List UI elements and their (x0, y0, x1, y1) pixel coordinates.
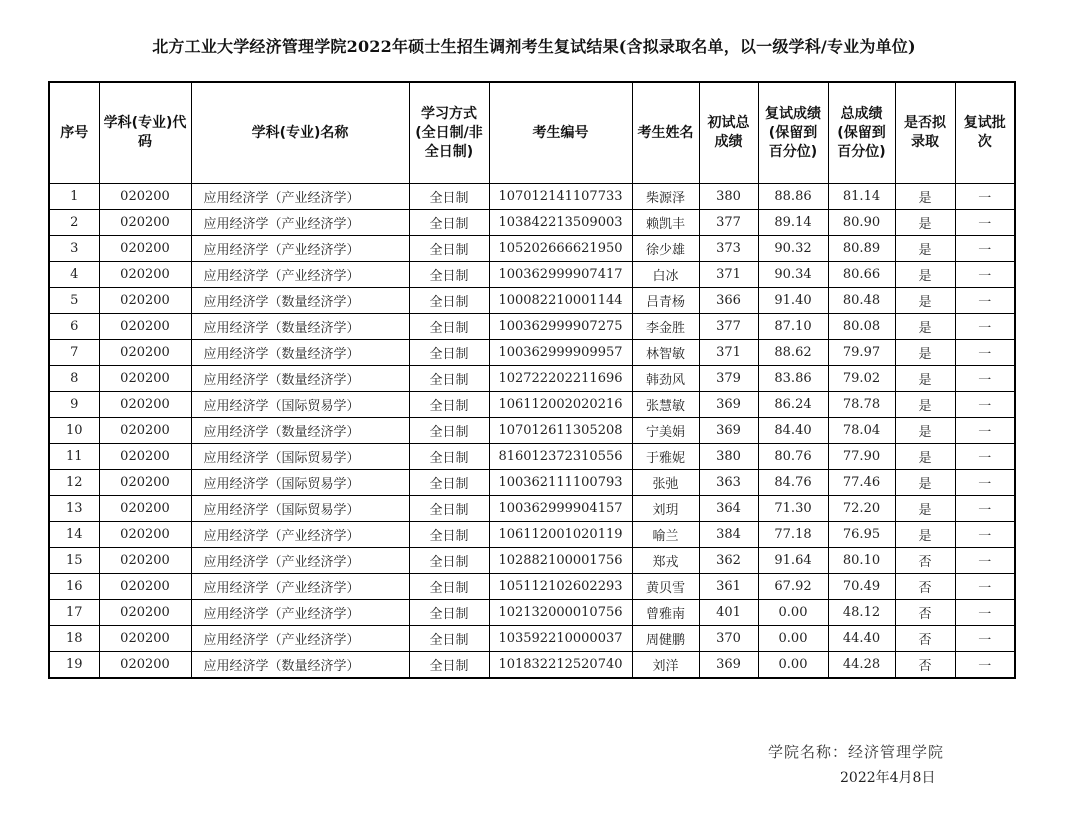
table-row (49, 548, 1015, 574)
cell-code: 020200 (99, 288, 191, 314)
cell-code: 020200 (99, 470, 191, 496)
header-batch: 复试批次 (955, 82, 1015, 184)
cell-code: 020200 (99, 314, 191, 340)
cell-seq: 15 (49, 548, 99, 574)
table-row (49, 496, 1015, 522)
cell-seq: 14 (49, 522, 99, 548)
header-initial-score: 初试总成绩 (699, 82, 758, 184)
cell-initial-score: 370 (699, 626, 758, 652)
cell-total-score: 80.48 (828, 288, 895, 314)
cell-total-score: 79.02 (828, 366, 895, 392)
cell-total-score: 80.66 (828, 262, 895, 288)
table-row (49, 366, 1015, 392)
cell-exam-id: 101832212520740 (489, 652, 632, 679)
cell-batch: 一 (955, 392, 1015, 418)
cell-retest-score: 77.18 (758, 522, 828, 548)
cell-retest-score: 88.62 (758, 340, 828, 366)
cell-code: 020200 (99, 600, 191, 626)
cell-total-score: 78.04 (828, 418, 895, 444)
cell-code: 020200 (99, 626, 191, 652)
table-row (49, 340, 1015, 366)
cell-subject-name: 应用经济学（数量经济学） (191, 418, 409, 444)
cell-code: 020200 (99, 340, 191, 366)
results-table (48, 81, 1016, 679)
cell-initial-score: 362 (699, 548, 758, 574)
cell-code: 020200 (99, 496, 191, 522)
cell-admit: 是 (895, 392, 955, 418)
cell-subject-name: 应用经济学（国际贸易学） (191, 392, 409, 418)
table-row (49, 522, 1015, 548)
cell-code: 020200 (99, 262, 191, 288)
cell-total-score: 80.10 (828, 548, 895, 574)
cell-student-name: 郑戎 (632, 548, 699, 574)
cell-batch: 一 (955, 444, 1015, 470)
cell-exam-id: 105202666621950 (489, 236, 632, 262)
cell-batch: 一 (955, 600, 1015, 626)
cell-total-score: 77.90 (828, 444, 895, 470)
cell-retest-score: 90.32 (758, 236, 828, 262)
cell-exam-id: 100362999907275 (489, 314, 632, 340)
cell-batch: 一 (955, 522, 1015, 548)
cell-total-score: 80.08 (828, 314, 895, 340)
cell-student-name: 李金胜 (632, 314, 699, 340)
cell-seq: 6 (49, 314, 99, 340)
cell-exam-id: 100362999904157 (489, 496, 632, 522)
header-code: 学科(专业)代码 (99, 82, 191, 184)
cell-code: 020200 (99, 418, 191, 444)
cell-subject-name: 应用经济学（产业经济学） (191, 262, 409, 288)
cell-code: 020200 (99, 522, 191, 548)
cell-subject-name: 应用经济学（产业经济学） (191, 626, 409, 652)
cell-batch: 一 (955, 314, 1015, 340)
table-row (49, 210, 1015, 236)
cell-study-mode: 全日制 (409, 652, 489, 679)
cell-admit: 是 (895, 340, 955, 366)
cell-retest-score: 0.00 (758, 626, 828, 652)
cell-code: 020200 (99, 184, 191, 210)
table-row (49, 652, 1015, 679)
cell-batch: 一 (955, 262, 1015, 288)
cell-exam-id: 816012372310556 (489, 444, 632, 470)
cell-initial-score: 361 (699, 574, 758, 600)
cell-initial-score: 380 (699, 444, 758, 470)
cell-initial-score: 369 (699, 652, 758, 679)
cell-admit: 是 (895, 418, 955, 444)
cell-seq: 13 (49, 496, 99, 522)
cell-study-mode: 全日制 (409, 522, 489, 548)
cell-retest-score: 0.00 (758, 652, 828, 679)
cell-student-name: 张弛 (632, 470, 699, 496)
cell-admit: 是 (895, 184, 955, 210)
table-row (49, 444, 1015, 470)
cell-exam-id: 106112002020216 (489, 392, 632, 418)
cell-retest-score: 91.64 (758, 548, 828, 574)
header-mode: 学习方式(全日制/非全日制) (409, 82, 489, 184)
table-row (49, 626, 1015, 652)
cell-total-score: 44.40 (828, 626, 895, 652)
cell-study-mode: 全日制 (409, 288, 489, 314)
cell-subject-name: 应用经济学（产业经济学） (191, 184, 409, 210)
cell-student-name: 林智敏 (632, 340, 699, 366)
cell-seq: 12 (49, 470, 99, 496)
cell-code: 020200 (99, 210, 191, 236)
cell-seq: 2 (49, 210, 99, 236)
cell-study-mode: 全日制 (409, 444, 489, 470)
cell-student-name: 周健鹏 (632, 626, 699, 652)
cell-subject-name: 应用经济学（产业经济学） (191, 210, 409, 236)
cell-subject-name: 应用经济学（产业经济学） (191, 574, 409, 600)
cell-admit: 是 (895, 496, 955, 522)
footer-college-name: 学院名称：经济管理学院 (768, 743, 945, 761)
cell-study-mode: 全日制 (409, 574, 489, 600)
cell-total-score: 80.89 (828, 236, 895, 262)
cell-retest-score: 90.34 (758, 262, 828, 288)
cell-student-name: 吕青杨 (632, 288, 699, 314)
header-total-score: 总成绩(保留到百分位) (828, 82, 895, 184)
cell-exam-id: 100362111100793 (489, 470, 632, 496)
cell-initial-score: 401 (699, 600, 758, 626)
cell-batch: 一 (955, 366, 1015, 392)
table-row (49, 236, 1015, 262)
cell-study-mode: 全日制 (409, 184, 489, 210)
cell-initial-score: 369 (699, 418, 758, 444)
cell-subject-name: 应用经济学（数量经济学） (191, 366, 409, 392)
cell-code: 020200 (99, 366, 191, 392)
cell-admit: 否 (895, 548, 955, 574)
cell-seq: 19 (49, 652, 99, 679)
cell-seq: 5 (49, 288, 99, 314)
cell-code: 020200 (99, 236, 191, 262)
cell-subject-name: 应用经济学（数量经济学） (191, 340, 409, 366)
cell-total-score: 78.78 (828, 392, 895, 418)
cell-exam-id: 105112102602293 (489, 574, 632, 600)
cell-retest-score: 83.86 (758, 366, 828, 392)
cell-initial-score: 379 (699, 366, 758, 392)
table-row (49, 574, 1015, 600)
cell-exam-id: 100082210001144 (489, 288, 632, 314)
cell-subject-name: 应用经济学（国际贸易学） (191, 444, 409, 470)
cell-subject-name: 应用经济学（数量经济学） (191, 652, 409, 679)
cell-admit: 是 (895, 288, 955, 314)
table-row (49, 262, 1015, 288)
header-name: 学科(专业)名称 (191, 82, 409, 184)
cell-admit: 否 (895, 600, 955, 626)
cell-initial-score: 373 (699, 236, 758, 262)
cell-exam-id: 100362999909957 (489, 340, 632, 366)
cell-code: 020200 (99, 392, 191, 418)
cell-retest-score: 86.24 (758, 392, 828, 418)
cell-admit: 是 (895, 366, 955, 392)
cell-seq: 17 (49, 600, 99, 626)
table-row (49, 288, 1015, 314)
cell-admit: 是 (895, 262, 955, 288)
cell-exam-id: 103842213509003 (489, 210, 632, 236)
cell-exam-id: 107012611305208 (489, 418, 632, 444)
cell-seq: 4 (49, 262, 99, 288)
cell-study-mode: 全日制 (409, 366, 489, 392)
cell-seq: 3 (49, 236, 99, 262)
cell-batch: 一 (955, 626, 1015, 652)
cell-exam-id: 106112001020119 (489, 522, 632, 548)
cell-code: 020200 (99, 548, 191, 574)
cell-exam-id: 103592210000037 (489, 626, 632, 652)
table-row (49, 600, 1015, 626)
cell-initial-score: 366 (699, 288, 758, 314)
cell-study-mode: 全日制 (409, 210, 489, 236)
cell-code: 020200 (99, 652, 191, 679)
cell-batch: 一 (955, 652, 1015, 679)
cell-batch: 一 (955, 470, 1015, 496)
cell-batch: 一 (955, 574, 1015, 600)
header-row (49, 82, 1015, 184)
cell-retest-score: 80.76 (758, 444, 828, 470)
header-admit: 是否拟录取 (895, 82, 955, 184)
cell-exam-id: 102882100001756 (489, 548, 632, 574)
cell-student-name: 喻兰 (632, 522, 699, 548)
cell-batch: 一 (955, 210, 1015, 236)
cell-retest-score: 87.10 (758, 314, 828, 340)
cell-total-score: 44.28 (828, 652, 895, 679)
cell-student-name: 于雅妮 (632, 444, 699, 470)
cell-study-mode: 全日制 (409, 548, 489, 574)
cell-retest-score: 91.40 (758, 288, 828, 314)
cell-subject-name: 应用经济学（产业经济学） (191, 236, 409, 262)
page-title: 北方工业大学经济管理学院2022年硕士生招生调剂考生复试结果(含拟录取名单，以一级学科/专业为单位) (152, 37, 916, 56)
cell-admit: 是 (895, 444, 955, 470)
cell-exam-id: 102722202211696 (489, 366, 632, 392)
cell-batch: 一 (955, 548, 1015, 574)
cell-subject-name: 应用经济学（国际贸易学） (191, 496, 409, 522)
cell-initial-score: 377 (699, 210, 758, 236)
cell-seq: 9 (49, 392, 99, 418)
cell-subject-name: 应用经济学（国际贸易学） (191, 470, 409, 496)
cell-exam-id: 102132000010756 (489, 600, 632, 626)
cell-initial-score: 384 (699, 522, 758, 548)
cell-seq: 18 (49, 626, 99, 652)
cell-study-mode: 全日制 (409, 626, 489, 652)
cell-admit: 是 (895, 314, 955, 340)
cell-batch: 一 (955, 236, 1015, 262)
cell-student-name: 柴源泽 (632, 184, 699, 210)
cell-student-name: 刘洋 (632, 652, 699, 679)
table-body (49, 184, 1015, 679)
cell-retest-score: 89.14 (758, 210, 828, 236)
cell-student-name: 韩劲风 (632, 366, 699, 392)
cell-retest-score: 88.86 (758, 184, 828, 210)
table-row (49, 184, 1015, 210)
cell-student-name: 张慧敏 (632, 392, 699, 418)
cell-seq: 1 (49, 184, 99, 210)
cell-total-score: 70.49 (828, 574, 895, 600)
cell-study-mode: 全日制 (409, 236, 489, 262)
table-row (49, 470, 1015, 496)
cell-study-mode: 全日制 (409, 418, 489, 444)
cell-batch: 一 (955, 184, 1015, 210)
cell-retest-score: 71.30 (758, 496, 828, 522)
cell-admit: 是 (895, 470, 955, 496)
cell-total-score: 77.46 (828, 470, 895, 496)
footer-date: 2022年4月8日 (840, 770, 936, 786)
cell-subject-name: 应用经济学（数量经济学） (191, 288, 409, 314)
cell-batch: 一 (955, 288, 1015, 314)
cell-student-name: 刘玥 (632, 496, 699, 522)
cell-initial-score: 377 (699, 314, 758, 340)
cell-study-mode: 全日制 (409, 340, 489, 366)
cell-admit: 是 (895, 236, 955, 262)
header-retest-score: 复试成绩(保留到百分位) (758, 82, 828, 184)
cell-seq: 11 (49, 444, 99, 470)
header-exam-id: 考生编号 (489, 82, 632, 184)
cell-student-name: 白冰 (632, 262, 699, 288)
cell-subject-name: 应用经济学（数量经济学） (191, 314, 409, 340)
cell-study-mode: 全日制 (409, 262, 489, 288)
cell-total-score: 76.95 (828, 522, 895, 548)
cell-initial-score: 369 (699, 392, 758, 418)
cell-study-mode: 全日制 (409, 496, 489, 522)
cell-study-mode: 全日制 (409, 392, 489, 418)
table-row (49, 418, 1015, 444)
cell-student-name: 宁美娟 (632, 418, 699, 444)
cell-retest-score: 0.00 (758, 600, 828, 626)
cell-total-score: 72.20 (828, 496, 895, 522)
cell-code: 020200 (99, 444, 191, 470)
cell-batch: 一 (955, 496, 1015, 522)
cell-initial-score: 380 (699, 184, 758, 210)
cell-batch: 一 (955, 418, 1015, 444)
header-seq: 序号 (49, 82, 99, 184)
cell-total-score: 48.12 (828, 600, 895, 626)
cell-retest-score: 84.40 (758, 418, 828, 444)
cell-student-name: 赖凯丰 (632, 210, 699, 236)
cell-student-name: 黄贝雪 (632, 574, 699, 600)
cell-total-score: 81.14 (828, 184, 895, 210)
cell-student-name: 徐少雄 (632, 236, 699, 262)
cell-retest-score: 67.92 (758, 574, 828, 600)
table-row (49, 392, 1015, 418)
table-header (49, 82, 1015, 184)
cell-admit: 是 (895, 210, 955, 236)
cell-exam-id: 100362999907417 (489, 262, 632, 288)
cell-exam-id: 107012141107733 (489, 184, 632, 210)
cell-retest-score: 84.76 (758, 470, 828, 496)
cell-seq: 8 (49, 366, 99, 392)
cell-subject-name: 应用经济学（产业经济学） (191, 522, 409, 548)
cell-admit: 是 (895, 522, 955, 548)
cell-admit: 否 (895, 574, 955, 600)
cell-admit: 否 (895, 652, 955, 679)
cell-subject-name: 应用经济学（产业经济学） (191, 548, 409, 574)
cell-subject-name: 应用经济学（产业经济学） (191, 600, 409, 626)
cell-total-score: 79.97 (828, 340, 895, 366)
cell-batch: 一 (955, 340, 1015, 366)
cell-initial-score: 363 (699, 470, 758, 496)
cell-initial-score: 371 (699, 262, 758, 288)
header-student: 考生姓名 (632, 82, 699, 184)
cell-initial-score: 371 (699, 340, 758, 366)
cell-total-score: 80.90 (828, 210, 895, 236)
table-row (49, 314, 1015, 340)
cell-seq: 10 (49, 418, 99, 444)
cell-admit: 否 (895, 626, 955, 652)
cell-code: 020200 (99, 574, 191, 600)
cell-study-mode: 全日制 (409, 600, 489, 626)
cell-seq: 7 (49, 340, 99, 366)
cell-seq: 16 (49, 574, 99, 600)
cell-study-mode: 全日制 (409, 470, 489, 496)
cell-initial-score: 364 (699, 496, 758, 522)
cell-student-name: 曾雅南 (632, 600, 699, 626)
cell-study-mode: 全日制 (409, 314, 489, 340)
